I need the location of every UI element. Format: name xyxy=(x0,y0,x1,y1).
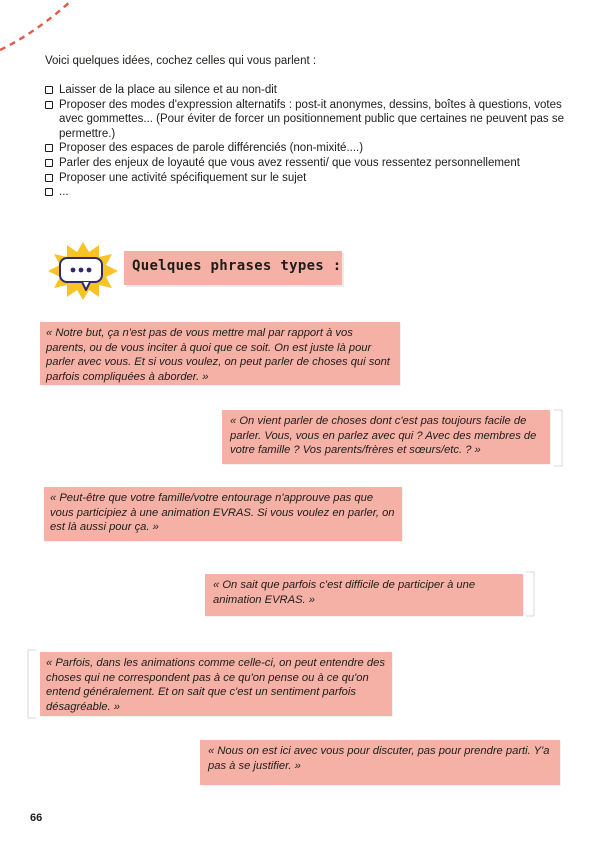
decorative-bracket xyxy=(26,648,38,720)
quote-bubble: « On vient parler de choses dont c'est pas toujours facile de parler. Vous, vous en parlez avec qui ? Avec des membres de votre famille ? Vos parents/frères et sœurs/etc. ? » xyxy=(222,410,550,464)
intro-text: Voici quelques idées, cochez celles qui vous parlent : xyxy=(45,55,317,67)
checklist-item[interactable]: ... xyxy=(45,185,565,200)
quote-bubble: « Peut-être que votre famille/votre entourage n'approuve pas que vous participiez à une animation EVRAS. Si vous voulez en parler, on est là aussi pour ça. » xyxy=(44,487,402,541)
checklist-item[interactable]: Parler des enjeux de loyauté que vous avez ressenti/ que vous ressentez personnellement xyxy=(45,156,565,171)
checkbox-icon[interactable] xyxy=(45,174,53,182)
checklist-item[interactable]: Proposer une activité spécifiquement sur le sujet xyxy=(45,171,565,186)
quote-bubble: « Notre but, ça n'est pas de vous mettre mal par rapport à vos parents, ou de vous inciter à quoi que ce soit. On est juste là pour parler avec vous. Et si vous voulez, on peut parler de choses qui sont parfois compliquées à aborder. » xyxy=(40,322,400,385)
checklist-item[interactable]: Proposer des modes d'expression alternatifs : post-it anonymes, dessins, boîtes à questions, votes avec gommettes... (Pour éviter de forcer un positionnement public que certaines ne peuvent pas se permettre.) xyxy=(45,98,565,142)
page-number: 66 xyxy=(30,812,43,824)
ideas-checklist xyxy=(45,83,565,200)
section-heading: Quelques phrases types : xyxy=(132,258,342,274)
decorative-dashed-line xyxy=(0,0,80,60)
checkbox-icon[interactable] xyxy=(45,159,53,167)
quote-bubble: « Parfois, dans les animations comme celle-ci, on peut entendre des choses qui ne correspondent pas à ce qu'on pense ou à ce qu'on entend généralement. Et on sait que c'est un sentiment parfois désagréable. » xyxy=(40,652,392,716)
checkbox-icon[interactable] xyxy=(45,188,53,196)
checklist-item[interactable]: Laisser de la place au silence et au non-dit xyxy=(45,83,565,98)
section-heading-box xyxy=(124,251,342,285)
checklist-item[interactable]: Proposer des espaces de parole différenciés (non-mixité....) xyxy=(45,141,565,156)
quote-bubble: « On sait que parfois c'est difficile de participer à une animation EVRAS. » xyxy=(205,574,523,616)
decorative-bracket xyxy=(524,570,536,618)
checkbox-icon[interactable] xyxy=(45,101,53,109)
chat-bubble-icon xyxy=(46,240,120,302)
quote-bubble: « Nous on est ici avec vous pour discuter, pas pour prendre parti. Y'a pas à se justifier. » xyxy=(200,740,560,785)
decorative-bracket xyxy=(552,408,564,468)
checkbox-icon[interactable] xyxy=(45,86,53,94)
checkbox-icon[interactable] xyxy=(45,144,53,152)
